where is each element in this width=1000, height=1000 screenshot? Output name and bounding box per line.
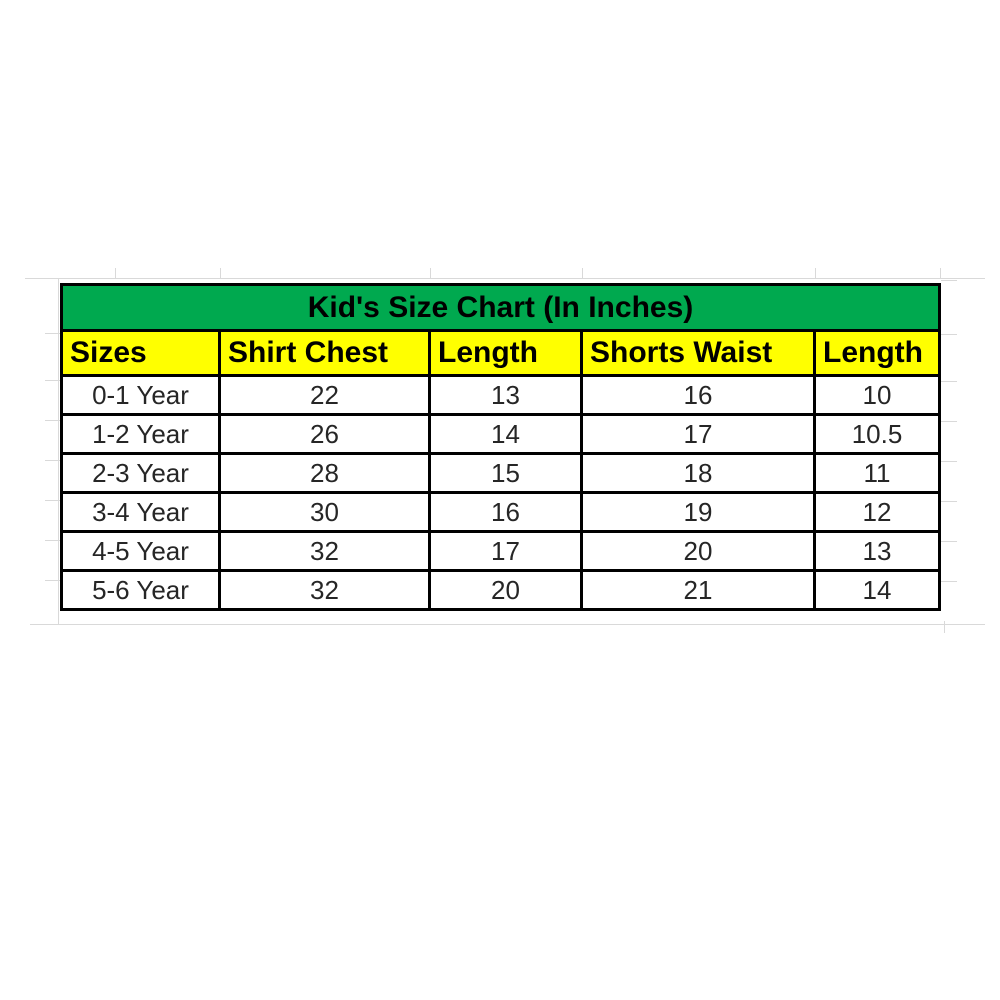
gridline-stub-left xyxy=(45,333,60,334)
row-label: 3-4 Year xyxy=(62,493,220,532)
gridline-stub-right xyxy=(941,381,957,382)
gridline-stub-right xyxy=(941,334,957,335)
cell-value: 14 xyxy=(815,571,940,610)
gridline-stub-right xyxy=(941,581,957,582)
gridline-stub-left xyxy=(45,380,60,381)
cell-value: 32 xyxy=(220,532,430,571)
column-header-length-shirt: Length xyxy=(430,331,582,376)
row-label: 5-6 Year xyxy=(62,571,220,610)
gridline-stub-left xyxy=(45,420,60,421)
column-header-shirt-chest: Shirt Chest xyxy=(220,331,430,376)
row-label: 2-3 Year xyxy=(62,454,220,493)
table-row xyxy=(62,532,940,571)
table-title-row xyxy=(62,285,940,331)
gridline-bottom xyxy=(30,624,985,625)
cell-value: 16 xyxy=(430,493,582,532)
gridline-top xyxy=(25,278,985,279)
cell-value: 21 xyxy=(582,571,815,610)
gridline-stub-left xyxy=(45,500,60,501)
gridline-stub-right xyxy=(941,501,957,502)
column-header-shorts-waist: Shorts Waist xyxy=(582,331,815,376)
table-header-row xyxy=(62,331,940,376)
cell-value: 10.5 xyxy=(815,415,940,454)
table-row xyxy=(62,415,940,454)
gridline-stub-right xyxy=(941,421,957,422)
cell-value: 32 xyxy=(220,571,430,610)
gridline-stub-right xyxy=(941,541,957,542)
table-row xyxy=(62,493,940,532)
cell-value: 17 xyxy=(430,532,582,571)
row-label: 1-2 Year xyxy=(62,415,220,454)
gridline-stub-left xyxy=(45,580,60,581)
gridline-tick xyxy=(815,268,816,278)
column-header-length-shorts: Length xyxy=(815,331,940,376)
cell-value: 19 xyxy=(582,493,815,532)
column-header-sizes: Sizes xyxy=(62,331,220,376)
gridline-tick xyxy=(430,268,431,278)
cell-value: 14 xyxy=(430,415,582,454)
cell-value: 17 xyxy=(582,415,815,454)
table-row xyxy=(62,376,940,415)
cell-value: 30 xyxy=(220,493,430,532)
table-row xyxy=(62,571,940,610)
row-label: 4-5 Year xyxy=(62,532,220,571)
cell-value: 20 xyxy=(430,571,582,610)
gridline-tick xyxy=(220,268,221,278)
gridline-tick xyxy=(115,268,116,278)
cell-value: 18 xyxy=(582,454,815,493)
gridline-left-vertical xyxy=(58,278,59,625)
gridline-tick xyxy=(582,268,583,278)
cell-value: 22 xyxy=(220,376,430,415)
cell-value: 11 xyxy=(815,454,940,493)
row-label: 0-1 Year xyxy=(62,376,220,415)
cell-value: 13 xyxy=(815,532,940,571)
cell-value: 15 xyxy=(430,454,582,493)
gridline-stub-left xyxy=(45,540,60,541)
cell-value: 13 xyxy=(430,376,582,415)
gridline-stub-corner xyxy=(944,621,945,633)
gridline-stub-left xyxy=(45,460,60,461)
cell-value: 16 xyxy=(582,376,815,415)
cell-value: 28 xyxy=(220,454,430,493)
cell-value: 12 xyxy=(815,493,940,532)
gridline-stub-right xyxy=(941,280,957,281)
gridline-stub-right xyxy=(941,461,957,462)
table-row xyxy=(62,454,940,493)
cell-value: 26 xyxy=(220,415,430,454)
cell-value: 20 xyxy=(582,532,815,571)
gridline-tick xyxy=(940,268,941,278)
table-title: Kid's Size Chart (In Inches) xyxy=(62,285,940,331)
size-chart-table xyxy=(60,283,941,611)
cell-value: 10 xyxy=(815,376,940,415)
